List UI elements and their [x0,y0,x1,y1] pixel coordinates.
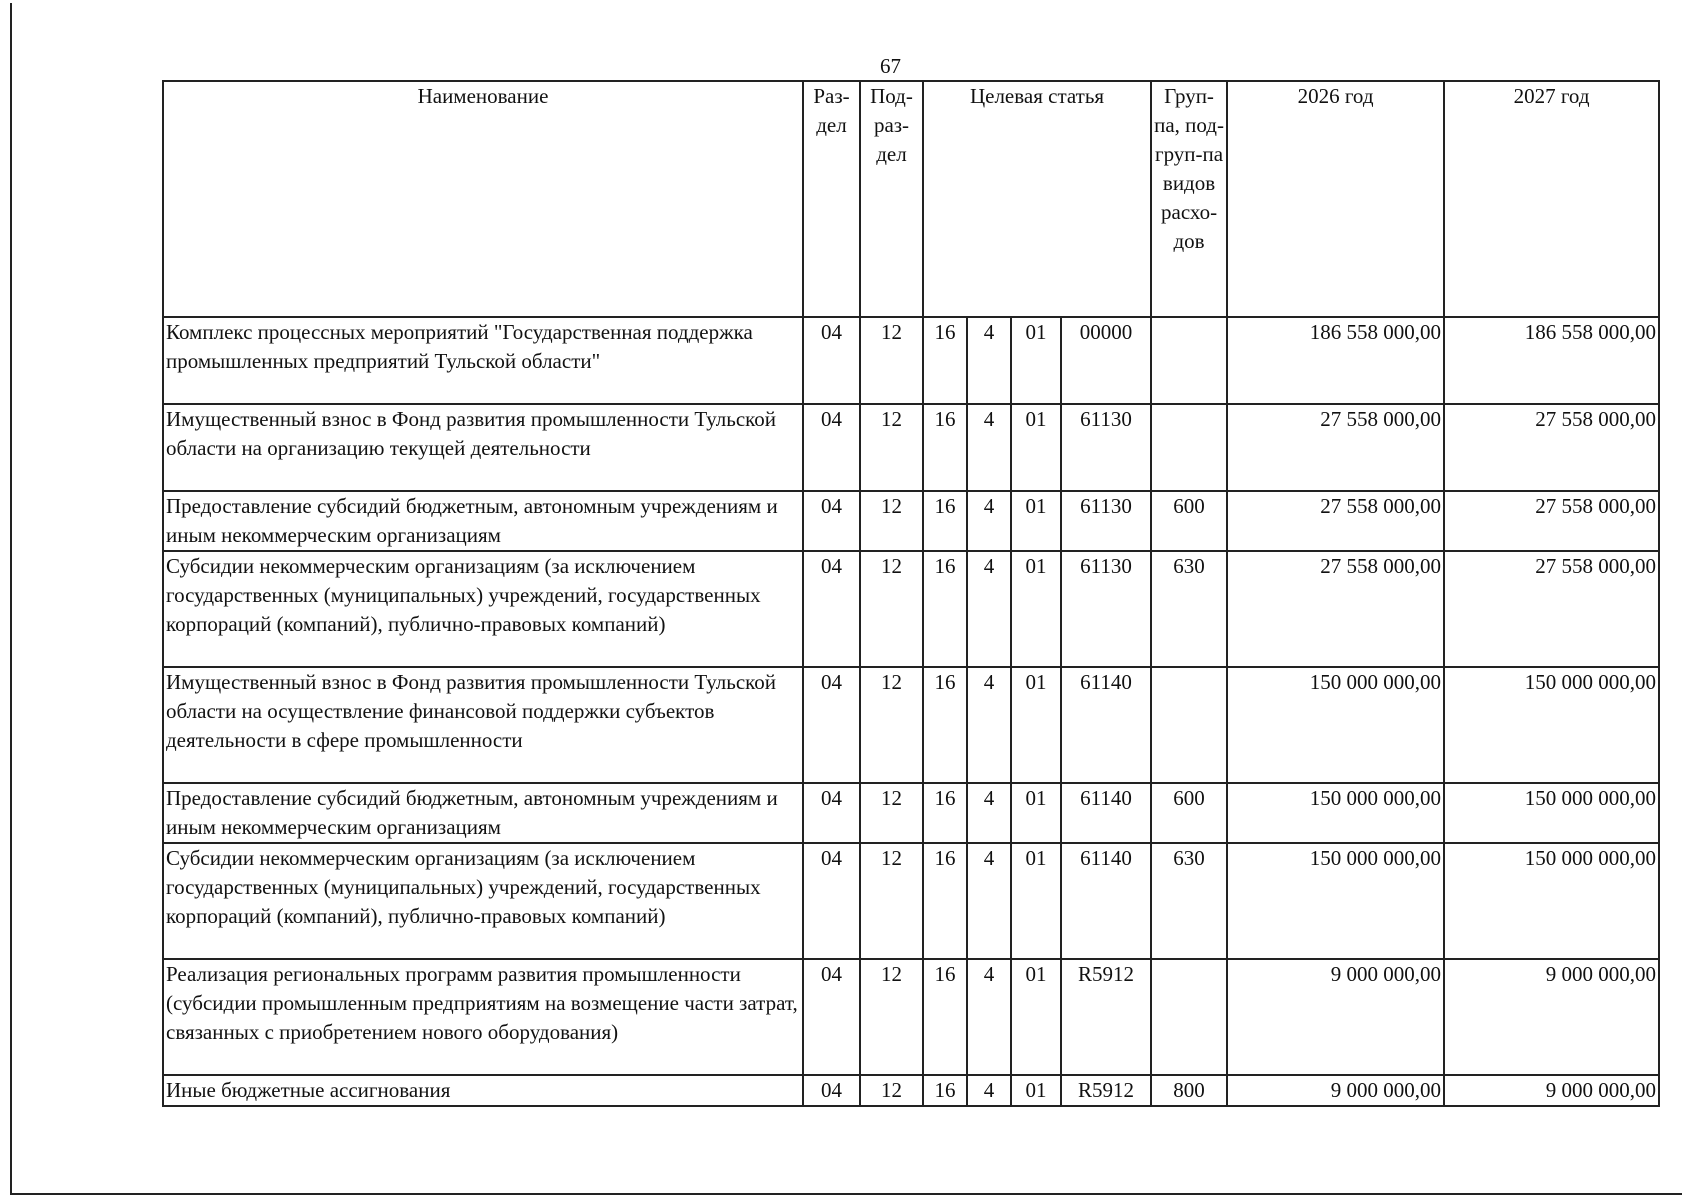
header-year-2026: 2026 год [1227,81,1444,317]
row-target-event: 01 [1011,491,1061,551]
row-target-program: 16 [923,317,967,404]
row-target-program: 16 [923,667,967,783]
row-subsection: 12 [860,959,923,1075]
header-expense-group: Груп-па, под-груп-па видов расхо-дов [1151,81,1227,317]
header-subsection: Под-раз-дел [860,81,923,317]
row-name: Предоставление субсидий бюджетным, автономным учреждениям и иным некоммерческим организациям [163,491,803,551]
header-year-2027: 2027 год [1444,81,1659,317]
row-target-code: R5912 [1061,1075,1151,1106]
row-amount-2026: 27 558 000,00 [1227,551,1444,667]
table-row [163,667,1659,783]
row-expense-group: 630 [1151,843,1227,959]
row-amount-2027: 150 000 000,00 [1444,783,1659,843]
row-section: 04 [803,404,860,491]
row-expense-group: 630 [1151,551,1227,667]
row-subsection: 12 [860,404,923,491]
row-target-code: 61130 [1061,551,1151,667]
row-subsection: 12 [860,551,923,667]
row-target-type: 4 [967,1075,1011,1106]
row-amount-2027: 9 000 000,00 [1444,959,1659,1075]
row-amount-2026: 9 000 000,00 [1227,1075,1444,1106]
row-name: Субсидии некоммерческим организациям (за исключением государственных (муниципальных) учреждений, государственных корпораций (компаний), публично-правовых компаний) [163,843,803,959]
table-row [163,1075,1659,1106]
row-section: 04 [803,667,860,783]
row-target-code: R5912 [1061,959,1151,1075]
row-name: Комплекс процессных мероприятий "Государственная поддержка промышленных предприятий Тульской области" [163,317,803,404]
row-name: Субсидии некоммерческим организациям (за исключением государственных (муниципальных) учреждений, государственных корпораций (компаний), публично-правовых компаний) [163,551,803,667]
row-subsection: 12 [860,317,923,404]
row-section: 04 [803,959,860,1075]
row-target-type: 4 [967,317,1011,404]
row-target-event: 01 [1011,667,1061,783]
row-target-event: 01 [1011,404,1061,491]
row-target-type: 4 [967,551,1011,667]
row-amount-2026: 9 000 000,00 [1227,959,1444,1075]
table-row [163,959,1659,1075]
page-number: 67 [880,54,901,78]
row-expense-group [1151,667,1227,783]
table-row [163,491,1659,551]
row-expense-group [1151,959,1227,1075]
row-target-event: 01 [1011,317,1061,404]
table-row [163,551,1659,667]
row-section: 04 [803,843,860,959]
budget-table [162,80,1660,1107]
row-amount-2026: 150 000 000,00 [1227,667,1444,783]
row-name: Имущественный взнос в Фонд развития промышленности Тульской области на организацию текущей деятельности [163,404,803,491]
row-name: Реализация региональных программ развития промышленности (субсидии промышленным предприятиям на возмещение части затрат, связанных с приобретением нового оборудования) [163,959,803,1075]
row-expense-group [1151,317,1227,404]
row-name: Иные бюджетные ассигнования [163,1075,803,1106]
table-row [163,317,1659,404]
row-target-code: 00000 [1061,317,1151,404]
row-amount-2027: 150 000 000,00 [1444,843,1659,959]
row-subsection: 12 [860,783,923,843]
row-target-type: 4 [967,959,1011,1075]
row-target-code: 61140 [1061,843,1151,959]
row-amount-2027: 150 000 000,00 [1444,667,1659,783]
header-section: Раз-дел [803,81,860,317]
row-target-event: 01 [1011,1075,1061,1106]
row-target-program: 16 [923,1075,967,1106]
row-amount-2026: 27 558 000,00 [1227,404,1444,491]
row-target-code: 61130 [1061,404,1151,491]
row-target-program: 16 [923,551,967,667]
row-subsection: 12 [860,667,923,783]
row-subsection: 12 [860,491,923,551]
table-row [163,404,1659,491]
row-target-type: 4 [967,404,1011,491]
row-amount-2026: 150 000 000,00 [1227,843,1444,959]
row-target-type: 4 [967,491,1011,551]
row-target-code: 61140 [1061,667,1151,783]
row-amount-2026: 186 558 000,00 [1227,317,1444,404]
header-target-article: Целевая статья [923,81,1151,317]
row-expense-group: 600 [1151,491,1227,551]
row-section: 04 [803,491,860,551]
row-section: 04 [803,1075,860,1106]
row-section: 04 [803,317,860,404]
row-target-type: 4 [967,783,1011,843]
row-name: Имущественный взнос в Фонд развития промышленности Тульской области на осуществление финансовой поддержки субъектов деятельности в сфере промышленности [163,667,803,783]
row-subsection: 12 [860,1075,923,1106]
row-amount-2026: 150 000 000,00 [1227,783,1444,843]
header-name: Наименование [163,81,803,317]
row-name: Предоставление субсидий бюджетным, автономным учреждениям и иным некоммерческим организациям [163,783,803,843]
row-expense-group: 800 [1151,1075,1227,1106]
row-section: 04 [803,551,860,667]
row-target-program: 16 [923,843,967,959]
row-target-type: 4 [967,667,1011,783]
row-amount-2027: 9 000 000,00 [1444,1075,1659,1106]
row-target-program: 16 [923,404,967,491]
row-amount-2026: 27 558 000,00 [1227,491,1444,551]
row-expense-group: 600 [1151,783,1227,843]
row-target-type: 4 [967,843,1011,959]
row-target-event: 01 [1011,843,1061,959]
row-target-program: 16 [923,959,967,1075]
row-amount-2027: 186 558 000,00 [1444,317,1659,404]
row-target-event: 01 [1011,551,1061,667]
row-amount-2027: 27 558 000,00 [1444,404,1659,491]
row-amount-2027: 27 558 000,00 [1444,491,1659,551]
row-amount-2027: 27 558 000,00 [1444,551,1659,667]
row-target-program: 16 [923,491,967,551]
row-target-event: 01 [1011,783,1061,843]
row-target-event: 01 [1011,959,1061,1075]
table-header-row [163,81,1659,317]
row-target-program: 16 [923,783,967,843]
row-section: 04 [803,783,860,843]
table-row [163,843,1659,959]
table-row [163,783,1659,843]
row-expense-group [1151,404,1227,491]
row-subsection: 12 [860,843,923,959]
row-target-code: 61130 [1061,491,1151,551]
row-target-code: 61140 [1061,783,1151,843]
